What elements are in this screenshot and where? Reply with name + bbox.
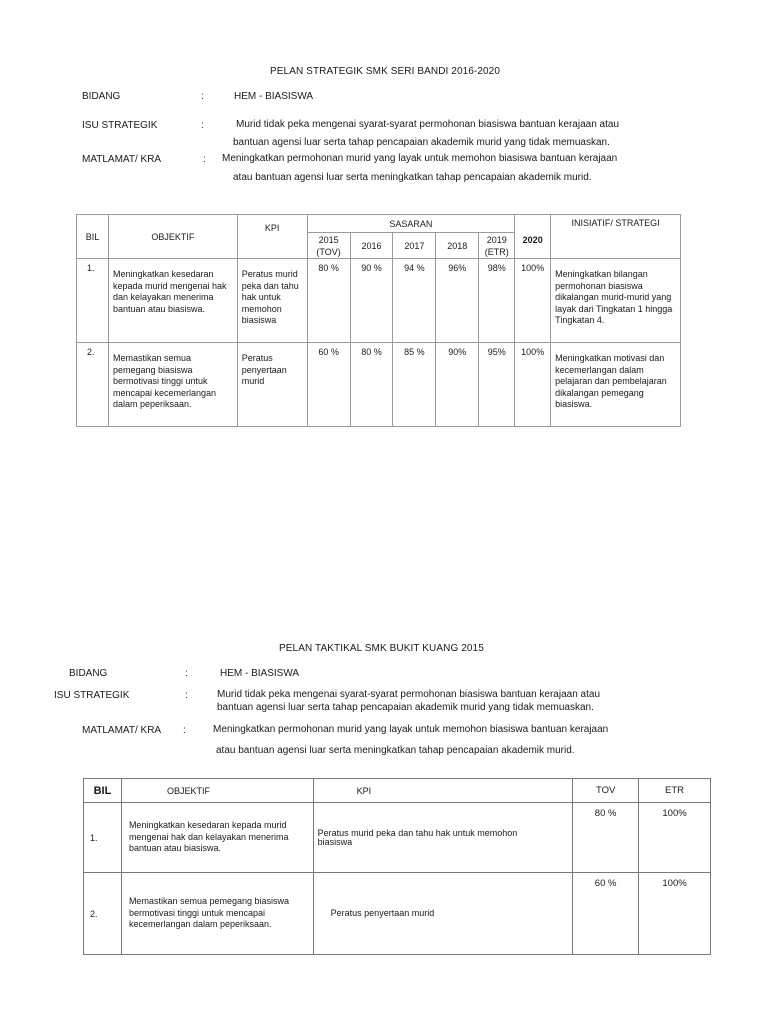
plan2-bidang-colon: : [185,668,188,679]
row2-inisiatif: Meningkatkan motivasi dan kecemerlangan dalam pelajaran dan pembelajaran dikalangan pemegang biasiswa. [551,343,681,427]
row2-2016: 80 % [350,343,393,427]
table-row [77,343,681,427]
row1-objektif: Meningkatkan kesedaran kepada murid mengenai hak dan kelayakan menerima bantuan atau biasiswa. [108,259,237,343]
header-year-2017: 2017 [393,233,436,259]
row2-kpi: Peratus penyertaan murid [237,343,307,427]
header-objektif: OBJEKTIF [121,779,313,803]
row1-tov: 80 % [573,803,639,873]
plan1-matlamat-colon: : [203,154,206,165]
plan1-matlamat-line2: atau bantuan agensi luar serta meningkatkan tahap pencapaian akademik murid. [233,172,592,183]
header-sasaran: SASARAN [307,215,515,233]
plan2-title: PELAN TAKTIKAL SMK BUKIT KUANG 2015 [279,643,484,654]
plan1-isu-colon: : [201,120,204,131]
row1-2017: 94 % [393,259,436,343]
row2-tov: 60 % [573,873,639,955]
row1-kpi: Peratus murid peka dan tahu hak untuk memohon biasiswa [237,259,307,343]
plan1-matlamat-label: MATLAMAT/ KRA [82,154,162,165]
header-tov: TOV [573,779,639,803]
row2-2018: 90% [436,343,479,427]
plan2-isu-line2: bantuan agensi luar serta tahap pencapaian akademik murid yang tidak memuaskan. [217,702,594,713]
row2-2017: 85 % [393,343,436,427]
header-bil: BIL [77,215,109,259]
row1-bil: 1. [77,259,109,343]
plan2-table [83,778,711,955]
plan1-bidang-label: BIDANG [82,91,121,102]
row1-inisiatif: Meningkatkan bilangan permohonan biasiswa dikalangan murid-murid yang layak dari Tingkatan 1 hingga Tingkatan 4. [551,259,681,343]
plan2-matlamat-line2: atau bantuan agensi luar serta meningkatkan tahap pencapaian akademik murid. [216,745,575,756]
row2-etr: 100% [639,873,711,955]
plan2-bidang-label: BIDANG [69,668,108,679]
row2-bil: 2. [77,343,109,427]
plan1-bidang-value: HEM - BIASISWA [234,91,314,102]
header-year-2019: 2019 (ETR) [479,233,515,259]
row2-2015: 60 % [307,343,350,427]
table-row [77,259,681,343]
header-2020: 2020 [515,215,551,259]
row2-2020: 100% [515,343,551,427]
plan1-table [76,214,681,427]
header-bil: BIL [84,779,122,803]
plan2-matlamat-colon: : [183,725,186,736]
row1-etr: 100% [639,803,711,873]
plan2-isu-label: ISU STRATEGIK [54,690,130,701]
table-row [84,803,711,873]
plan1-isu-line1: Murid tidak peka mengenai syarat-syarat permohonan biasiswa bantuan kerajaan atau [236,119,620,130]
row1-2020: 100% [515,259,551,343]
row1-bil: 1. [84,803,122,873]
header-kpi: KPI [237,215,307,259]
header-kpi: KPI [313,779,573,803]
header-year-2016: 2016 [350,233,393,259]
plan2-matlamat-label: MATLAMAT/ KRA [82,725,162,736]
row1-2019: 98% [479,259,515,343]
row2-bil: 2. [84,873,122,955]
row2-objektif: Memastikan semua pemegang biasiswa bermotivasi tinggi untuk mencapai kecemerlangan dalam peperiksaan. [108,343,237,427]
header-year-2018: 2018 [436,233,479,259]
row2-2019: 95% [479,343,515,427]
plan1-title: PELAN STRATEGIK SMK SERI BANDI 2016-2020 [270,66,501,77]
header-objektif: OBJEKTIF [108,215,237,259]
row1-kpi: Peratus murid peka dan tahu hak untuk memohon biasiswa [313,803,573,873]
row2-kpi: Peratus penyertaan murid [313,873,573,955]
row1-2015: 80 % [307,259,350,343]
header-year-2015: 2015 (TOV) [307,233,350,259]
row2-objektif: Memastikan semua pemegang biasiswa bermotivasi tinggi untuk mencapai kecemerlangan dalam peperiksaan. [121,873,313,955]
table-row [84,873,711,955]
plan1-isu-line2: bantuan agensi luar serta tahap pencapaian akademik murid yang tidak memuaskan. [233,137,610,148]
header-inisiatif: INISIATIF/ STRATEGI [551,215,681,259]
row1-2018: 96% [436,259,479,343]
header-etr: ETR [639,779,711,803]
plan1-bidang-colon: : [201,91,204,102]
plan2-matlamat-line1: Meningkatkan permohonan murid yang layak untuk memohon biasiswa bantuan kerajaan [213,724,609,735]
plan2-bidang-value: HEM - BIASISWA [220,668,300,679]
row1-2016: 90 % [350,259,393,343]
plan2-isu-line1: Murid tidak peka mengenai syarat-syarat permohonan biasiswa bantuan kerajaan atau [217,689,601,700]
plan2-isu-colon: : [185,690,188,701]
row1-objektif: Meningkatkan kesedaran kepada murid mengenai hak dan kelayakan menerima bantuan atau biasiswa. [121,803,313,873]
plan1-isu-label: ISU STRATEGIK [82,120,158,131]
plan1-matlamat-line1: Meningkatkan permohonan murid yang layak untuk memohon biasiswa bantuan kerajaan [222,153,618,164]
